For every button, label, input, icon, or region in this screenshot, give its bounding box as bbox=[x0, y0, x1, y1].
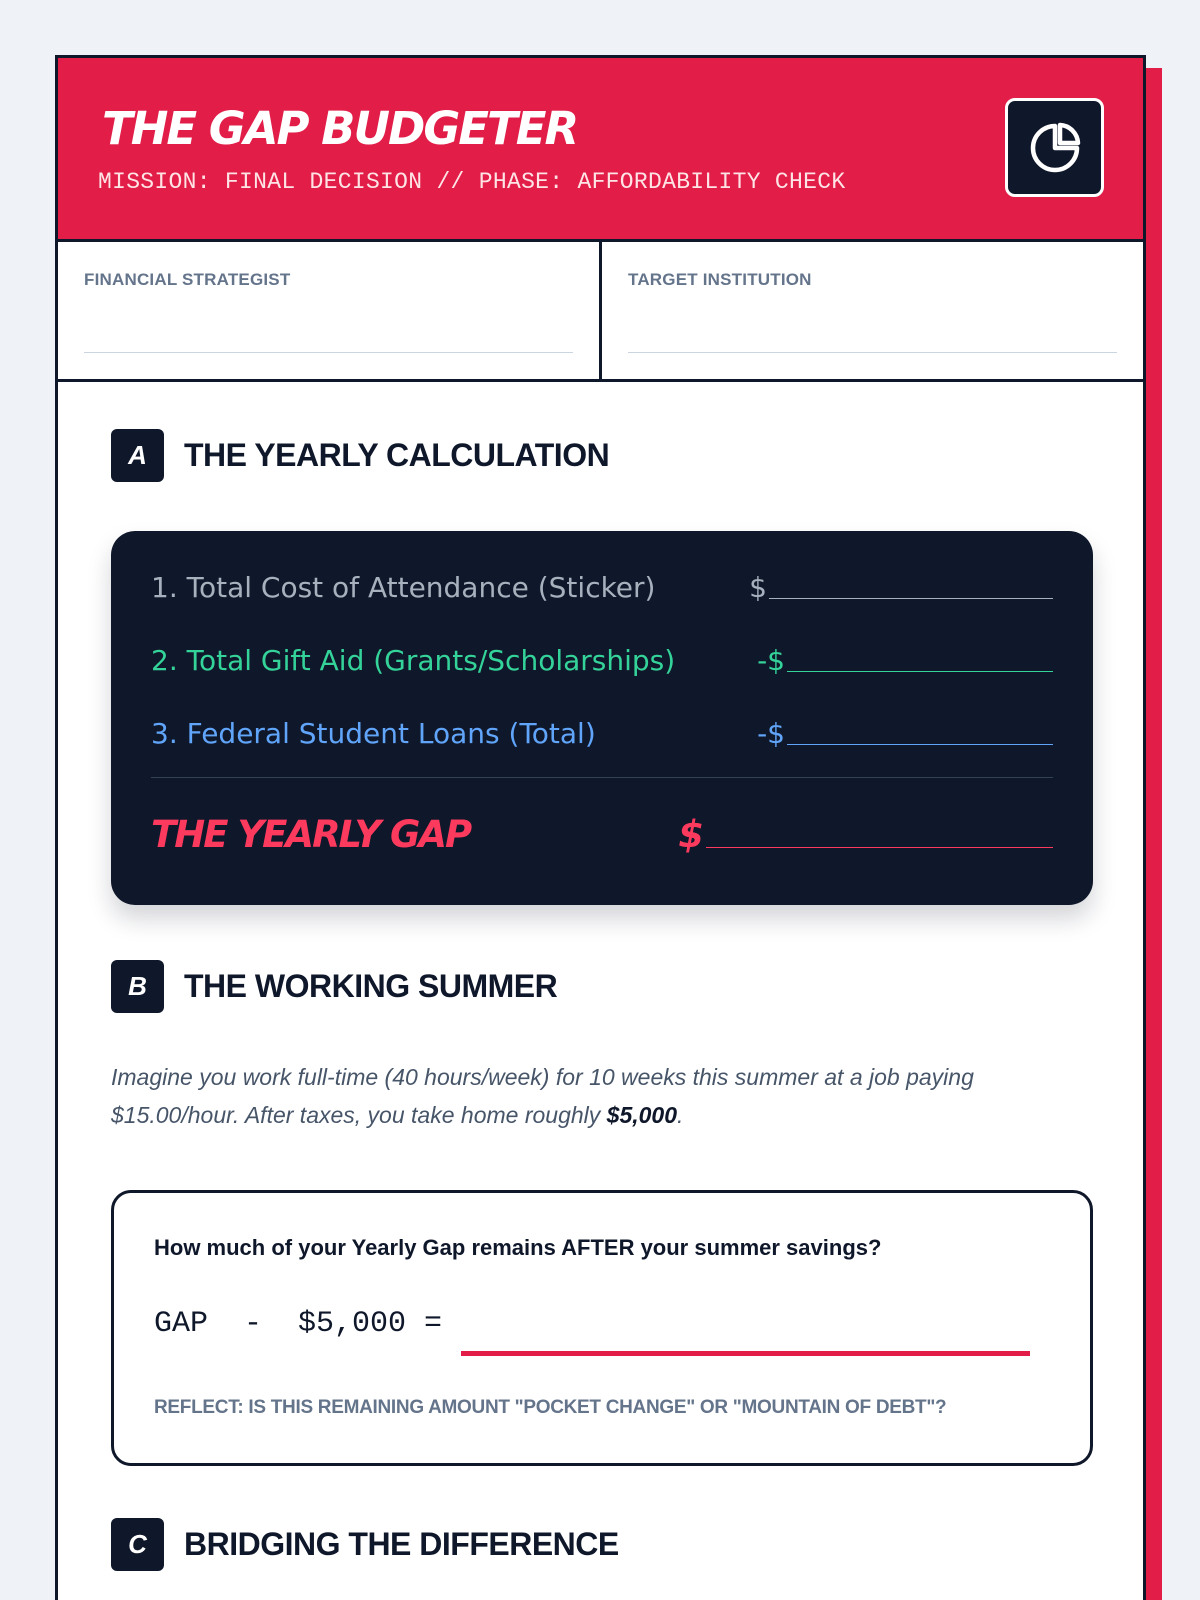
remaining-gap-answer-line[interactable] bbox=[461, 1351, 1030, 1356]
gift-aid-blank[interactable] bbox=[757, 644, 1053, 677]
section-a-badge: A bbox=[111, 429, 164, 482]
section-c-heading bbox=[111, 1518, 619, 1571]
section-a-title: THE YEARLY CALCULATION bbox=[184, 437, 610, 473]
cost-of-attendance-label: 1. Total Cost of Attendance (Sticker) bbox=[151, 571, 656, 604]
gap-equation: GAP - $5,000 = bbox=[154, 1307, 443, 1341]
section-b-title: THE WORKING SUMMER bbox=[184, 968, 558, 1004]
take-home-amount: $5,000 bbox=[606, 1102, 678, 1128]
federal-loans-prefix: -$ bbox=[757, 717, 785, 750]
institution-field[interactable] bbox=[599, 242, 1143, 379]
yearly-gap-prefix: $ bbox=[678, 813, 704, 856]
cost-of-attendance-blank[interactable] bbox=[749, 571, 1053, 604]
worksheet-subtitle: MISSION: FINAL DECISION // PHASE: AFFORDABILITY CHECK bbox=[98, 169, 846, 195]
info-fields bbox=[58, 242, 1143, 382]
yearly-gap-label: THE YEARLY GAP bbox=[151, 813, 471, 856]
pie-chart-icon bbox=[1005, 98, 1104, 197]
summer-question: How much of your Yearly Gap remains AFTER your summer savings? bbox=[154, 1235, 882, 1260]
gift-aid-label: 2. Total Gift Aid (Grants/Scholarships) bbox=[151, 644, 676, 677]
institution-line bbox=[628, 352, 1117, 353]
section-c-badge: C bbox=[111, 1518, 164, 1571]
strategist-label: FINANCIAL STRATEGIST bbox=[84, 270, 291, 289]
summer-question-box bbox=[111, 1190, 1093, 1466]
strategist-field[interactable] bbox=[58, 242, 599, 379]
yearly-gap-row bbox=[151, 813, 1053, 856]
worksheet-title: THE GAP BUDGETER bbox=[102, 102, 578, 155]
gift-aid-row bbox=[151, 644, 1053, 677]
federal-loans-row bbox=[151, 717, 1053, 750]
federal-loans-blank[interactable] bbox=[757, 717, 1053, 750]
scenario-text: Imagine you work full-time (40 hours/week) for 10 weeks this summer at a job paying $15.00/hour. After taxes, you take home roughly bbox=[111, 1064, 974, 1128]
section-a-heading bbox=[111, 429, 609, 482]
gift-aid-prefix: -$ bbox=[757, 644, 785, 677]
yearly-gap-blank[interactable] bbox=[678, 813, 1053, 856]
strategist-line bbox=[84, 352, 573, 353]
yearly-calculation-panel bbox=[111, 531, 1093, 905]
cost-prefix: $ bbox=[749, 571, 767, 604]
institution-label: TARGET INSTITUTION bbox=[628, 270, 812, 289]
section-c-title: BRIDGING THE DIFFERENCE bbox=[184, 1526, 619, 1562]
summer-scenario-text bbox=[111, 1058, 1071, 1134]
section-b-badge: B bbox=[111, 960, 164, 1013]
worksheet-card bbox=[55, 55, 1146, 1600]
cost-of-attendance-row bbox=[151, 571, 1053, 604]
calc-divider bbox=[151, 777, 1053, 778]
federal-loans-label: 3. Federal Student Loans (Total) bbox=[151, 717, 596, 750]
scenario-end: . bbox=[677, 1102, 684, 1128]
worksheet-header bbox=[58, 58, 1143, 242]
section-b-heading bbox=[111, 960, 557, 1013]
reflect-prompt: REFLECT: IS THIS REMAINING AMOUNT "POCKET CHANGE" OR "MOUNTAIN OF DEBT"? bbox=[154, 1397, 947, 1418]
